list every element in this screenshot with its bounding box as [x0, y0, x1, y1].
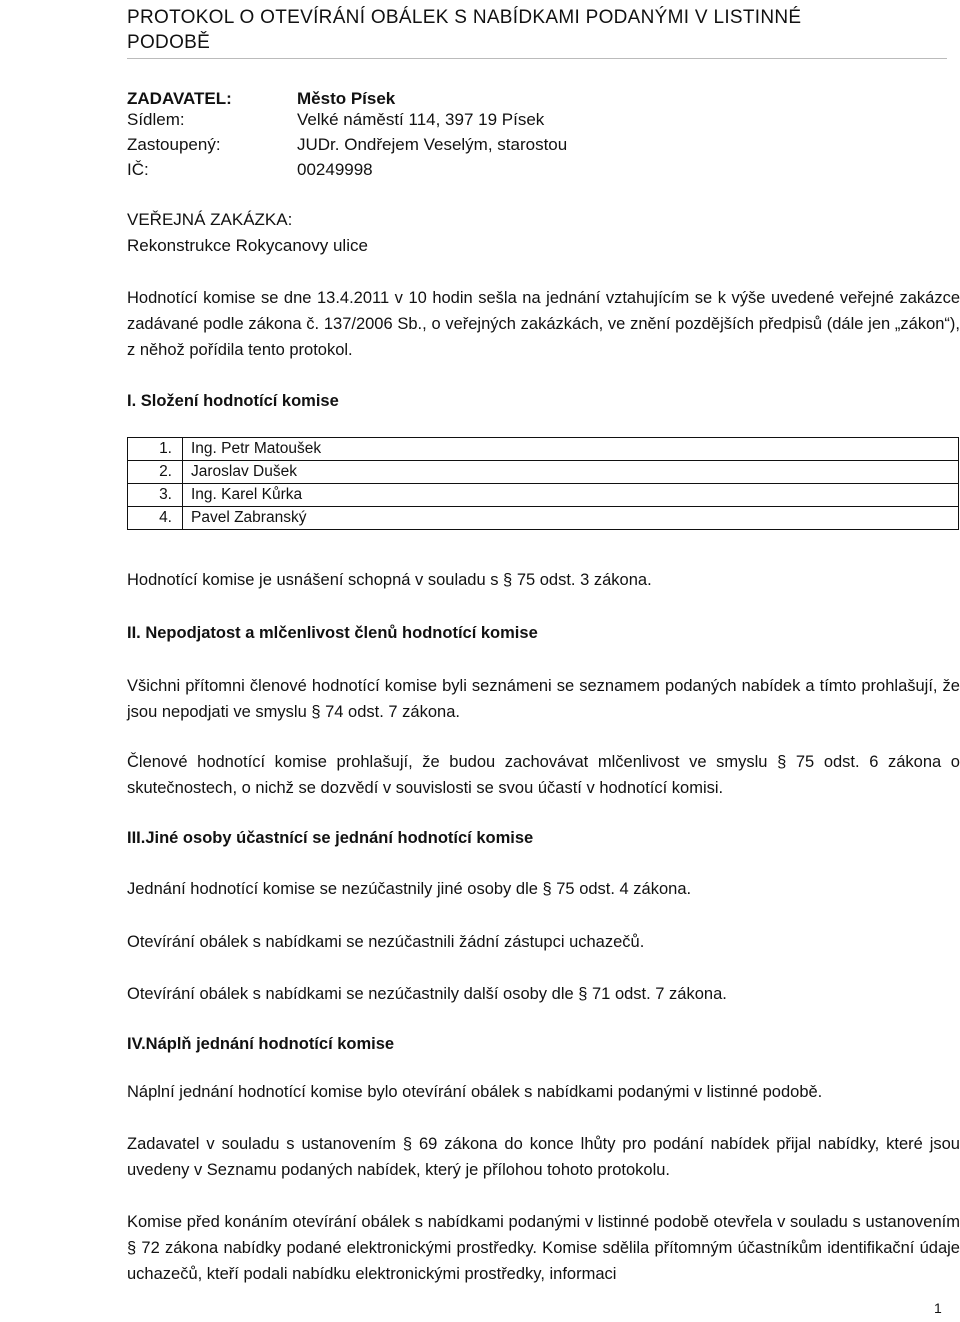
committee-members-table: [127, 437, 959, 530]
title-underline: [127, 58, 947, 59]
section4-paragraph1: Náplní jednání hodnotící komise bylo otevírání obálek s nabídkami podanými v listinné podobě.: [127, 1083, 823, 1101]
sidlo-value: Velké náměstí 114, 397 19 Písek: [297, 110, 545, 129]
table-row: [128, 484, 959, 507]
document-title-line1: PROTOKOL O OTEVÍRÁNÍ OBÁLEK S NABÍDKAMI PODANÝMI V LISTINNÉ: [127, 7, 802, 28]
contract-name: Rekonstrukce Rokycanovy ulice: [127, 236, 368, 255]
member-name: Jaroslav Dušek: [183, 461, 959, 484]
table-row: [128, 507, 959, 530]
page-number: 1: [934, 1300, 942, 1316]
section3-paragraph3: Otevírání obálek s nabídkami se nezúčastnily další osoby dle § 71 odst. 7 zákona.: [127, 985, 727, 1003]
zadavatel-value: Město Písek: [297, 89, 396, 108]
member-number: 3.: [128, 484, 183, 507]
document-title-line2: PODOBĚ: [127, 32, 211, 53]
section4-paragraph3: Komise před konáním otevírání obálek s nabídkami podanými v listinné podobě otevřela v souladu s ustanovením § 72 zákona nabídky podané elektronickými prostředky. Komise sdělila přítomným účastníkům identifikační údaje uchazečů, kteří podali nabídku elektronickými prostředky, informaci: [127, 1213, 960, 1283]
zastoupeny-value: JUDr. Ondřejem Veselým, starostou: [297, 135, 568, 154]
section3-paragraph1: Jednání hodnotící komise se nezúčastnily jiné osoby dle § 75 odst. 4 zákona.: [127, 880, 692, 898]
section1-heading: I. Složení hodnotící komise: [127, 392, 339, 410]
ic-value: 00249998: [297, 160, 373, 179]
table-row: [128, 438, 959, 461]
sidlo-label: Sídlem:: [127, 110, 185, 129]
section2-paragraph1: Všichni přítomni členové hodnotící komise byli seznámeni se seznamem podaných nabídek a tímto prohlašují, že jsou nepodjati ve smyslu § 74 odst. 7 zákona.: [127, 677, 960, 721]
section4-paragraph2: Zadavatel v souladu s ustanovením § 69 zákona do konce lhůty pro podání nabídek přijal nabídky, které jsou uvedeny v Seznamu podaných nabídek, který je přílohou tohoto protokolu.: [127, 1135, 960, 1179]
member-number: 1.: [128, 438, 183, 461]
zadavatel-label: ZADAVATEL:: [127, 89, 232, 108]
intro-paragraph: Hodnotící komise se dne 13.4.2011 v 10 hodin sešla na jednání vztahujícím se k výše uvedené veřejné zakázce zadávané podle zákona č. 137/2006 Sb., o veřejných zakázkách, ve znění pozdějších předpisů (dále jen „zákon“), z něhož pořídila tento protokol.: [127, 289, 960, 359]
member-name: Ing. Karel Kůrka: [183, 484, 959, 507]
member-number: 4.: [128, 507, 183, 530]
section3-paragraph2: Otevírání obálek s nabídkami se nezúčastnili žádní zástupci uchazečů.: [127, 933, 645, 951]
member-name: Ing. Petr Matoušek: [183, 438, 959, 461]
zastoupeny-label: Zastoupený:: [127, 135, 221, 154]
section2-heading: II. Nepodjatost a mlčenlivost členů hodnotící komise: [127, 624, 538, 642]
section2-paragraph2: Členové hodnotící komise prohlašují, že budou zachovávat mlčenlivost ve smyslu § 75 odst. 6 zákona o skutečnostech, o nichž se dozvědí v souvislosti se svou účastí v hodnotící komisi.: [127, 753, 960, 797]
quorum-statement: Hodnotící komise je usnášení schopná v souladu s § 75 odst. 3 zákona.: [127, 571, 652, 589]
section3-heading: III.Jiné osoby účastnící se jednání hodnotící komise: [127, 829, 534, 847]
contract-label: VEŘEJNÁ ZAKÁZKA:: [127, 210, 293, 229]
member-number: 2.: [128, 461, 183, 484]
table-row: [128, 461, 959, 484]
ic-label: IČ:: [127, 160, 149, 179]
member-name: Pavel Zabranský: [183, 507, 959, 530]
section4-heading: IV.Náplň jednání hodnotící komise: [127, 1035, 395, 1053]
